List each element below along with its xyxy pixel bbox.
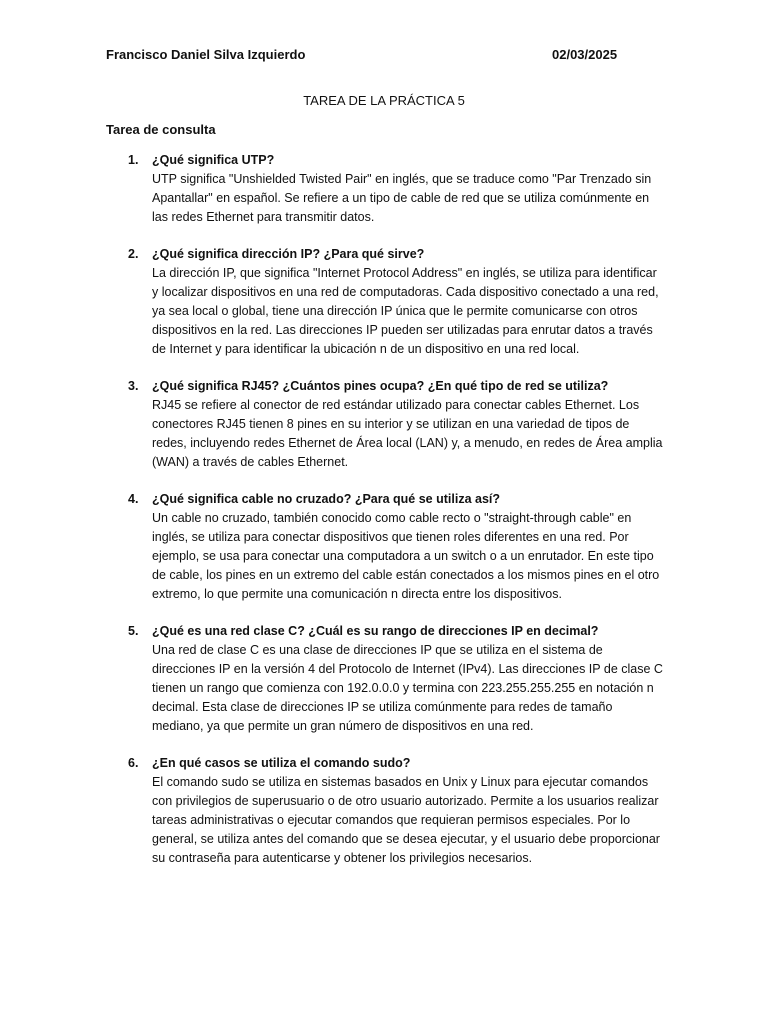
document-title: TAREA DE LA PRÁCTICA 5 (303, 93, 465, 108)
question-item-6 (106, 754, 666, 867)
question-number: 4. (128, 492, 139, 507)
question-item-5 (106, 622, 666, 735)
question-title: ¿Qué significa RJ45? ¿Cuántos pines ocupa? ¿En qué tipo de red se utiliza? (152, 379, 609, 394)
question-number: 2. (128, 247, 139, 262)
section-heading: Tarea de consulta (106, 122, 216, 137)
question-answer: El comando sudo se utiliza en sistemas basados en Unix y Linux para ejecutar comandos con privilegios de superusuario o de otro usuario autorizado. Permite a los usuarios realizar tareas administrativas o ejecutar comandos que requieran permisos especiales. Por lo general, se utiliza antes del comando que se desea ejecutar, y el usuario debe proporcionar su contraseña para autenticarse y obtener los privilegios necesarios. (152, 774, 660, 865)
author-name: Francisco Daniel Silva Izquierdo (106, 47, 306, 62)
question-answer: UTP significa "Unshielded Twisted Pair" en inglés, que se traduce como "Par Trenzado sin Apantallar" en español. Se refiere a un tipo de cable de red que se utiliza comúnmente en las redes Ethernet para transmitir datos. (152, 171, 652, 224)
question-title: ¿En qué casos se utiliza el comando sudo? (152, 755, 411, 770)
question-title: ¿Qué significa cable no cruzado? ¿Para qué se utiliza así? (152, 492, 501, 507)
question-title: ¿Qué significa UTP? (152, 153, 275, 167)
question-answer: La dirección IP, que significa "Internet Protocol Address" en inglés, se utiliza para identificar y localizar dispositivos en una red de computadoras. Cada dispositivo conectado a una red, ya sea local o global, tiene una dirección IP única que le permite comunicarse con otros dispositivos en la red. Las direcciones IP pueden ser utilizadas para enrutar datos a través de Internet y para identificar la ubicación n de un dispositivo en una red local. (152, 266, 659, 356)
question-item-3 (106, 377, 666, 472)
question-item-1 (106, 151, 666, 227)
document-date: 02/03/2025 (552, 47, 618, 62)
question-answer: Un cable no cruzado, también conocido como cable recto o "straight-through cable" en inglés, se utiliza para conectar dispositivos que tienen roles diferentes en una red. Por ejemplo, se usa para conectar una computadora a un switch o a un enrutador. En este tipo de cable, los pines en un extremo del cable están conectados a los mismos pines en el otro extremo, lo que permite una comunicación n directa entre los dispositivos. (152, 511, 660, 601)
question-number: 5. (128, 624, 139, 639)
question-number: 6. (128, 755, 139, 770)
question-list (106, 151, 666, 886)
question-number: 3. (128, 379, 139, 394)
question-title: ¿Qué es una red clase C? ¿Cuál es su rango de direcciones IP en decimal? (152, 624, 599, 639)
question-number: 1. (128, 153, 139, 167)
question-answer: RJ45 se refiere al conector de red estándar utilizado para conectar cables Ethernet. Los conectores RJ45 tienen 8 pines en su interior y se utilizan en una variedad de tipos de redes, incluyendo redes Ethernet de Área local (LAN) y, a menudo, en redes de Área amplia (WAN) a través de cables Ethernet. (152, 397, 663, 469)
question-item-2 (106, 245, 666, 358)
question-title: ¿Qué significa dirección IP? ¿Para qué sirve? (152, 247, 425, 262)
question-item-4 (106, 490, 666, 603)
question-answer: Una red de clase C es una clase de direcciones IP que se utiliza en el sistema de direcciones IP en la versión 4 del Protocolo de Internet (IPv4). Las direcciones IP de clase C tienen un rango que comienza con 192.0.0.0 y termina con 223.255.255.255 en notación n decimal. Esta clase de direcciones IP se utiliza comúnmente para redes de tamaño mediano, ya que permite un gran número de dispositivos en una red. (152, 642, 663, 733)
